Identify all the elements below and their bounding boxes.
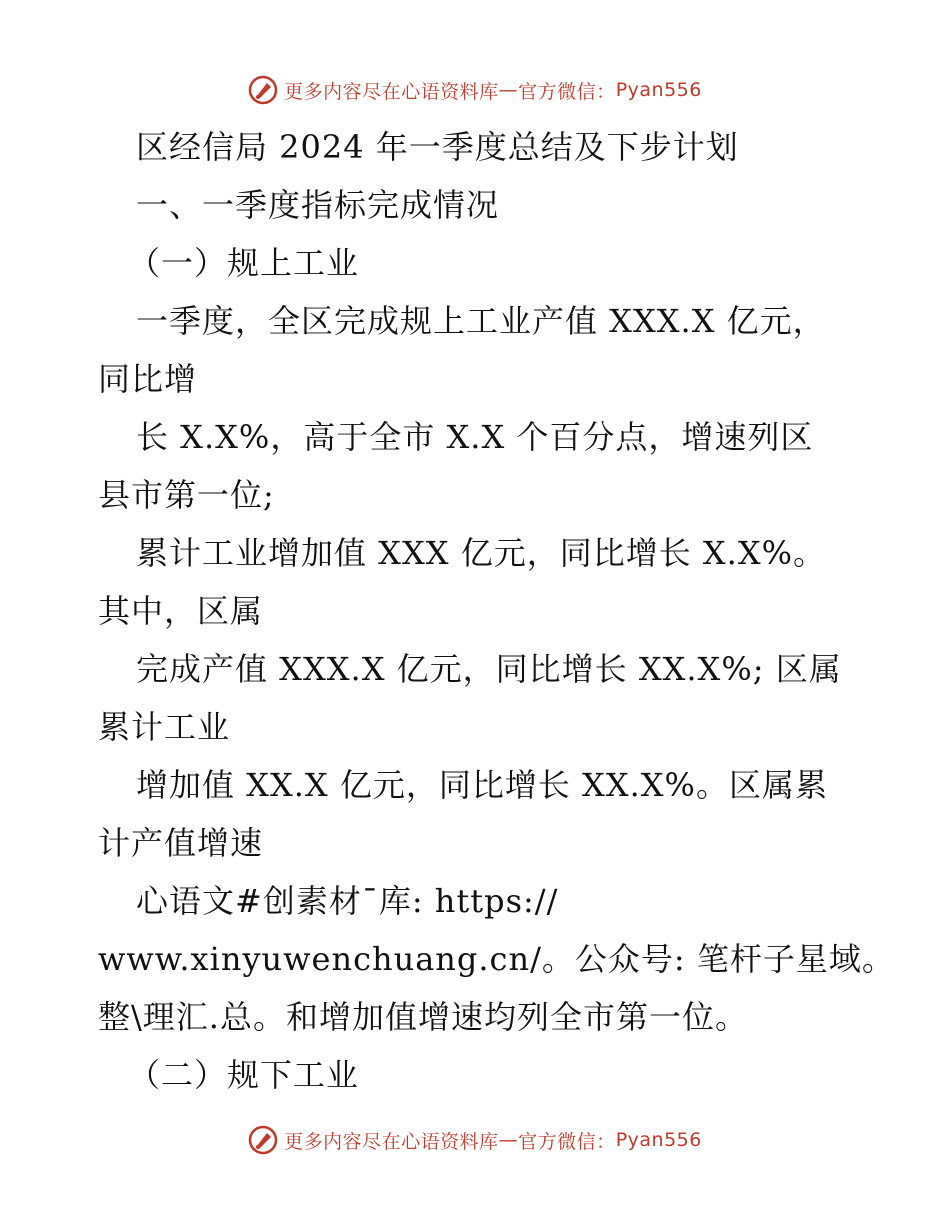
paragraph-line: 累计工业增加值 XXX 亿元，同比增长 X.X%。 [136, 534, 827, 572]
watermark-separator: — [498, 79, 519, 101]
document-title: 区经信局 2024 年一季度总结及下步计划 [136, 128, 739, 166]
paragraph-line: 累计工业 [98, 708, 231, 746]
paragraph-line: 完成产值 XXX.X 亿元，同比增长 XX.X%; 区属 [136, 650, 842, 688]
paragraph-line: 一季度，全区完成规上工业产值 XXX.X 亿元， [136, 302, 826, 340]
subsection-heading-2: （二）规下工业 [128, 1056, 360, 1094]
watermark-separator: — [498, 1129, 519, 1151]
paragraph-line: 增加值 XX.X 亿元，同比增长 XX.X%。区属累 [136, 766, 828, 804]
pen-nib-logo-icon [248, 75, 278, 105]
watermark-id: Pyan556 [615, 79, 702, 101]
watermark-suffix: 官方微信： [518, 1130, 616, 1153]
document-body [98, 118, 895, 1104]
watermark-suffix: 官方微信： [518, 80, 616, 103]
header-watermark [0, 70, 950, 110]
paragraph-line: www.xinyuwenchuang.cn/。公众号: 笔杆子星域。 [98, 940, 895, 978]
footer-watermark [0, 1120, 950, 1160]
watermark-text: 更多内容尽在心语资料库 [284, 80, 499, 103]
subsection-heading-1: （一）规上工业 [128, 244, 360, 282]
paragraph-line: 计产值增速 [98, 824, 264, 862]
watermark-text: 更多内容尽在心语资料库 [284, 1130, 499, 1153]
paragraph-line: 心语文#创素材¯库: https:// [136, 882, 559, 920]
paragraph-line: 其中，区属 [98, 592, 264, 630]
paragraph-line: 整\理汇.总。和增加值增速均列全市第一位。 [98, 998, 748, 1036]
section-heading-1: 一、一季度指标完成情况 [136, 186, 500, 224]
watermark-id: Pyan556 [615, 1129, 702, 1151]
pen-nib-logo-icon [248, 1125, 278, 1155]
paragraph-line: 县市第一位; [98, 476, 275, 514]
paragraph-line: 长 X.X%，高于全市 X.X 个百分点，增速列区 [136, 418, 814, 456]
paragraph-line: 同比增 [98, 360, 198, 398]
